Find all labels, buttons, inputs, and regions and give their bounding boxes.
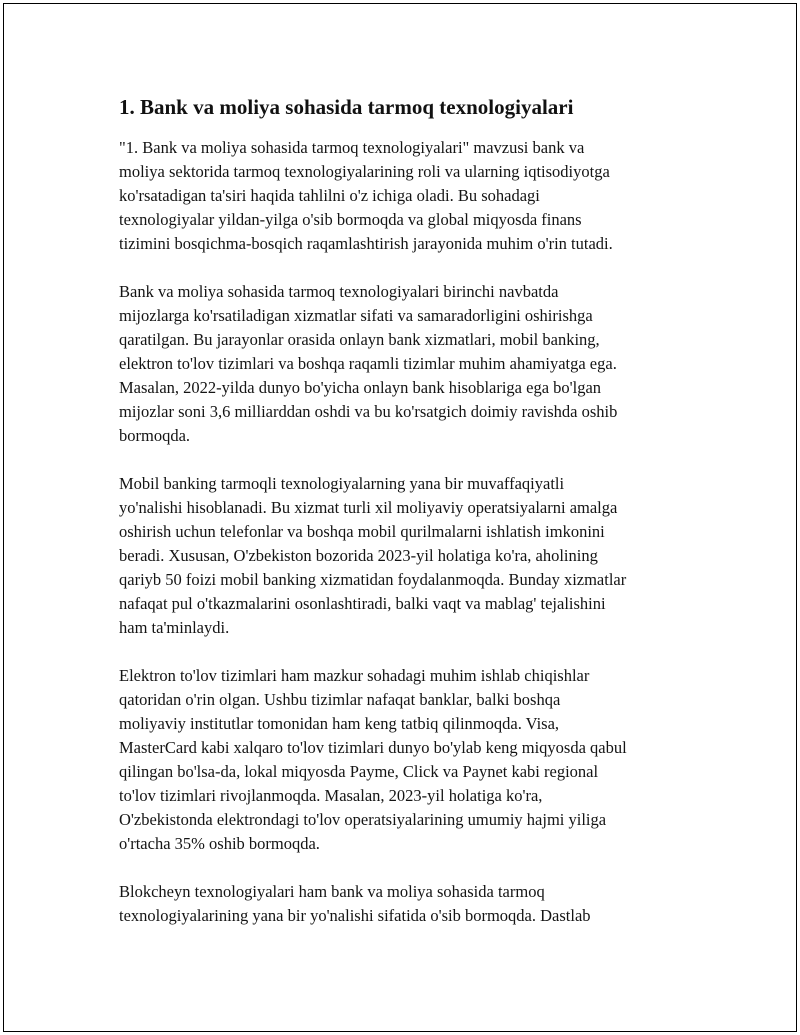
text-line: bormoqda. <box>119 426 191 445</box>
text-line: MasterCard kabi xalqaro to'lov tizimlari dunyo bo'ylab keng miqyosda qabul <box>119 738 627 757</box>
text-line: qilingan bo'lsa-da, lokal miqyosda Payme, Click va Paynet kabi regional <box>119 762 599 781</box>
document-page <box>3 3 797 1032</box>
text-line: elektron to'lov tizimlari va boshqa raqamli tizimlar muhim ahamiyatga ega. <box>119 354 617 373</box>
text-line: Elektron to'lov tizimlari ham mazkur sohadagi muhim ishlab chiqishlar <box>119 666 590 685</box>
paragraph-intro <box>119 136 699 256</box>
text-line: texnologiyalar yildan-yilga o'sib bormoqda va global miqyosda finans <box>119 210 582 229</box>
section-heading: 1. Bank va moliya sohasida tarmoq texnologiyalari <box>119 95 574 119</box>
text-line: texnologiyalarining yana bir yo'nalishi sifatida o'sib bormoqda. Dastlab <box>119 906 591 925</box>
document-body <box>119 92 699 952</box>
text-line: nafaqat pul o'tkazmalarini osonlashtiradi, balki vaqt va mablag' tejalishini <box>119 594 606 613</box>
text-line: beradi. Xususan, O'zbekiston bozorida 2023-yil holatiga ko'ra, aholining <box>119 546 598 565</box>
text-line: Blokcheyn texnologiyalari ham bank va moliya sohasida tarmoq <box>119 882 545 901</box>
text-line: O'zbekistonda elektrondagi to'lov operatsiyalarining umumiy hajmi yiliga <box>119 810 607 829</box>
text-line: mijozlarga ko'rsatiladigan xizmatlar sifati va samaradorligini oshirishga <box>119 306 593 325</box>
text-line: qariyb 50 foizi mobil banking xizmatidan foydalanmoqda. Bunday xizmatlar <box>119 570 627 589</box>
paragraph-network-tech <box>119 280 699 448</box>
text-line: qaratilgan. Bu jarayonlar orasida onlayn bank xizmatlari, mobil banking, <box>119 330 600 349</box>
text-line: qatoridan o'rin olgan. Ushbu tizimlar nafaqat banklar, balki boshqa <box>119 690 561 709</box>
text-line: to'lov tizimlari rivojlanmoqda. Masalan, 2023-yil holatiga ko'ra, <box>119 786 543 805</box>
paragraph-blockchain <box>119 880 699 928</box>
text-line: "1. Bank va moliya sohasida tarmoq texnologiyalari" mavzusi bank va <box>119 138 585 157</box>
text-line: yo'nalishi hisoblanadi. Bu xizmat turli xil moliyaviy operatsiyalarni amalga <box>119 498 618 517</box>
text-line: ham ta'minlaydi. <box>119 618 230 637</box>
paragraph-mobile-banking <box>119 472 699 640</box>
text-line: Mobil banking tarmoqli texnologiyalarning yana bir muvaffaqiyatli <box>119 474 565 493</box>
text-line: moliyaviy institutlar tomonidan ham keng tatbiq qilinmoqda. Visa, <box>119 714 560 733</box>
text-line: Masalan, 2022-yilda dunyo bo'yicha onlayn bank hisoblariga ega bo'lgan <box>119 378 602 397</box>
text-line: tizimini bosqichma-bosqich raqamlashtirish jarayonida muhim o'rin tutadi. <box>119 234 613 253</box>
text-line: mijozlar soni 3,6 milliarddan oshdi va bu ko'rsatgich doimiy ravishda oshib <box>119 402 618 421</box>
text-line: Bank va moliya sohasida tarmoq texnologiyalari birinchi navbatda <box>119 282 559 301</box>
text-line: ko'rsatadigan ta'siri haqida tahlilni o'z ichiga oladi. Bu sohadagi <box>119 186 540 205</box>
text-line: moliya sektorida tarmoq texnologiyalarining roli va ularning iqtisodiyotga <box>119 162 610 181</box>
text-line: oshirish uchun telefonlar va boshqa mobil qurilmalarni ishlatish imkonini <box>119 522 605 541</box>
text-line: o'rtacha 35% oshib bormoqda. <box>119 834 320 853</box>
paragraph-payment-systems <box>119 664 699 856</box>
